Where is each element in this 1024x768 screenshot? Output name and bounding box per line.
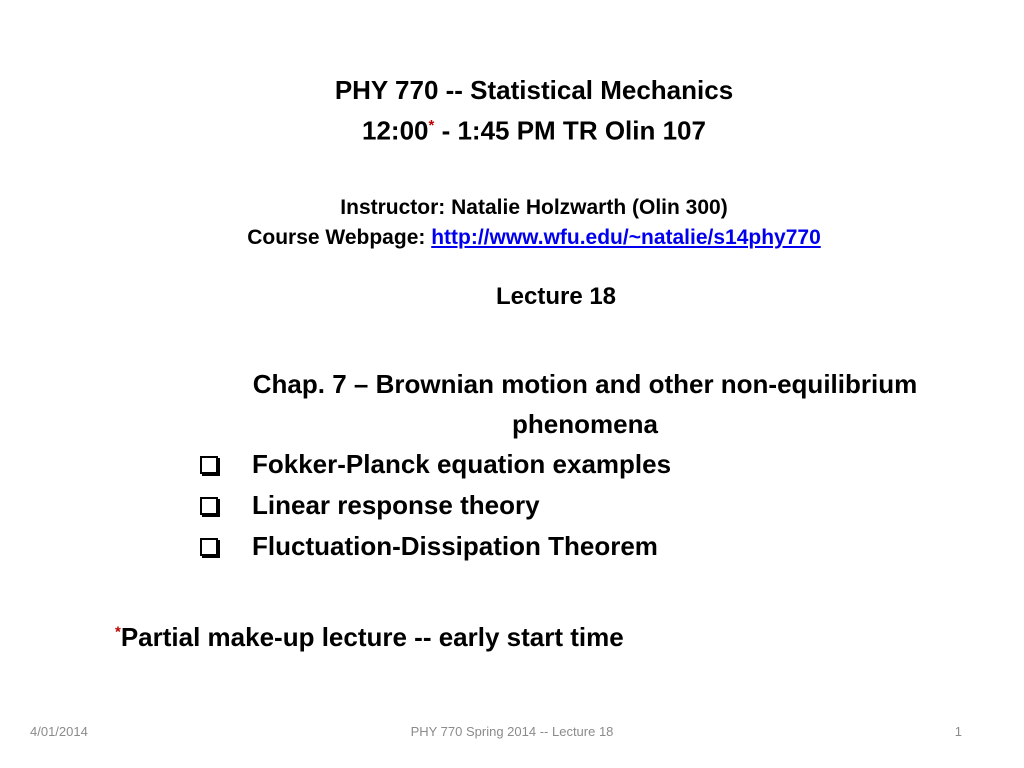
list-item-text: Fokker-Planck equation examples — [252, 449, 672, 479]
footer-date: 4/01/2014 — [30, 724, 88, 739]
webpage-label: Course Webpage: — [247, 226, 432, 249]
course-time — [44, 108, 1024, 149]
instructor-line: Instructor: Natalie Holzwarth (Olin 300) — [340, 196, 728, 219]
webpage-line — [44, 223, 1024, 253]
list-item-text: Linear response theory — [252, 490, 540, 520]
note-text: Partial make-up lecture -- early start time — [120, 622, 624, 652]
list-item — [200, 444, 671, 485]
lecture-number: Lecture 18 — [495, 283, 617, 310]
footnote — [115, 622, 624, 653]
list-item — [200, 526, 671, 567]
checkbox-bullet-icon — [200, 538, 218, 556]
chapter-heading: Chap. 7 – Brownian motion and other non-equilibrium phenomena — [252, 369, 918, 439]
course-title: PHY 770 -- Statistical Mechanics — [334, 75, 734, 105]
note-asterisk: * — [115, 623, 121, 641]
title-block — [0, 72, 1024, 149]
checkbox-bullet-icon — [200, 497, 218, 515]
info-block — [0, 193, 1024, 253]
list-item-text: Fluctuation-Dissipation Theorem — [252, 531, 658, 561]
footer-title: PHY 770 Spring 2014 -- Lecture 18 — [410, 724, 614, 739]
checkbox-bullet-icon — [200, 456, 218, 474]
course-time-rest: - 1:45 PM TR Olin 107 — [434, 115, 706, 146]
time-asterisk: * — [428, 117, 435, 134]
course-time-start: 12:00 — [362, 115, 429, 146]
list-item — [200, 485, 671, 526]
course-webpage-link[interactable]: http://www.wfu.edu/~natalie/s14phy770 — [431, 226, 821, 249]
topic-list — [200, 444, 671, 567]
slide-number: 1 — [954, 724, 962, 739]
